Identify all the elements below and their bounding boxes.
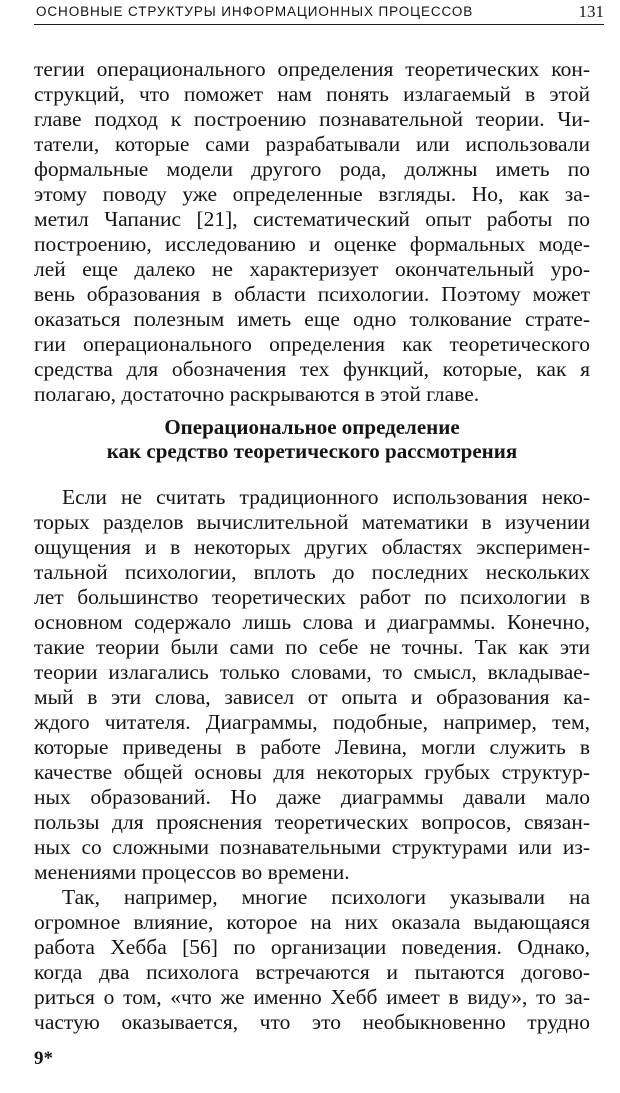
page-number: 131 — [578, 2, 604, 21]
paragraph-2-line-15: ных со сложными познавательными структурами или из- — [34, 835, 590, 859]
paragraph-2-line-8: теории излагались только словами, то смысл, вкладывае- — [34, 660, 590, 684]
paragraph-1-line-11: оказаться полезным иметь еще одно толкование страте- — [34, 307, 590, 331]
paragraph-2-line-5: лет большинство теоретических работ по психологии в — [34, 585, 590, 609]
paragraph-2-line-1: Если не считать традиционного использования неко- — [62, 485, 590, 509]
paragraph-2-line-14: пользы для прояснения теоретических вопросов, связан- — [34, 810, 590, 834]
paragraph-1-line-10: вень образования в области психологии. Поэтому может — [34, 282, 590, 306]
paragraph-3-line-4: когда два психолога встречаются и пытаются догово- — [34, 960, 590, 984]
paragraph-3-line-6: частую оказывается, что это необыкновенно трудно — [34, 1010, 590, 1034]
paragraph-1-line-5: формальные модели другого рода, должны иметь по — [34, 157, 590, 181]
paragraph-1-line-8: построению, исследованию и оценке формальных моде- — [34, 232, 590, 256]
paragraph-1-line-2: струкций, что поможет нам понять излагаемый в этой — [34, 82, 590, 106]
section-heading-line-1: Операциональное определение — [164, 415, 460, 439]
paragraph-3-line-1: Так, например, многие психологи указывали на — [62, 885, 590, 909]
paragraph-2-line-10: ждого читателя. Диаграммы, подобные, например, тем, — [34, 710, 590, 734]
paragraph-1-line-1: тегии операционального определения теоретических кон- — [34, 57, 590, 81]
paragraph-3-line-2: огромное влияние, которое на них оказала выдающаяся — [34, 910, 590, 934]
paragraph-2-line-7: такие теории были сами по себе не точны. Так как эти — [34, 635, 590, 659]
paragraph-1-line-9: лей еще далеко не характеризует окончательный уро- — [34, 257, 590, 281]
running-header — [34, 2, 604, 25]
paragraph-1-line-4: татели, которые сами разрабатывали или использовали — [34, 132, 590, 156]
running-header-title: ОСНОВНЫЕ СТРУКТУРЫ ИНФОРМАЦИОННЫХ ПРОЦЕССОВ — [36, 4, 474, 19]
paragraph-2-line-12: качестве общей основы для некоторых грубых структур- — [34, 760, 590, 784]
signature-mark: 9* — [34, 1048, 53, 1069]
paragraph-2-line-9: мый в эти слова, зависел от опыта и образования ка- — [34, 685, 590, 709]
paragraph-1-line-3: главе подход к построению познавательной теории. Чи- — [34, 107, 590, 131]
paragraph-1-line-12: гии операционального определения как теоретического — [34, 332, 590, 356]
paragraph-1-line-13: средства для обозначения тех функций, которые, как я — [34, 357, 590, 381]
paragraph-2-line-2: торых разделов вычислительной математики в изучении — [34, 510, 590, 534]
paragraph-1-line-7: метил Чапанис [21], систематический опыт работы по — [34, 207, 590, 231]
paragraph-3-line-5: риться о том, «что же именно Хебб имеет в виду», то за- — [34, 985, 590, 1009]
paragraph-1-line-6: этому поводу уже определенные взгляды. Но, как за- — [34, 182, 590, 206]
paragraph-1-line-14: полагаю, достаточно раскрываются в этой главе. — [34, 382, 480, 406]
paragraph-2-line-4: тальной психологии, вплоть до последних нескольких — [34, 560, 590, 584]
paragraph-2-line-6: основном содержало лишь слова и диаграммы. Конечно, — [34, 610, 590, 634]
paragraph-2-line-3: ощущения и в некоторых других областях эксперимен- — [34, 535, 590, 559]
paragraph-2-line-16: менениями процессов во времени. — [34, 860, 350, 884]
paragraph-2-line-13: ных образований. Но даже диаграммы давали мало — [34, 785, 590, 809]
section-heading-line-2: как средство теоретического рассмотрения — [106, 439, 518, 463]
paragraph-3-line-3: работа Хебба [56] по организации поведения. Однако, — [34, 935, 590, 959]
paragraph-2-line-11: которые приведены в работе Левина, могли служить в — [34, 735, 590, 759]
